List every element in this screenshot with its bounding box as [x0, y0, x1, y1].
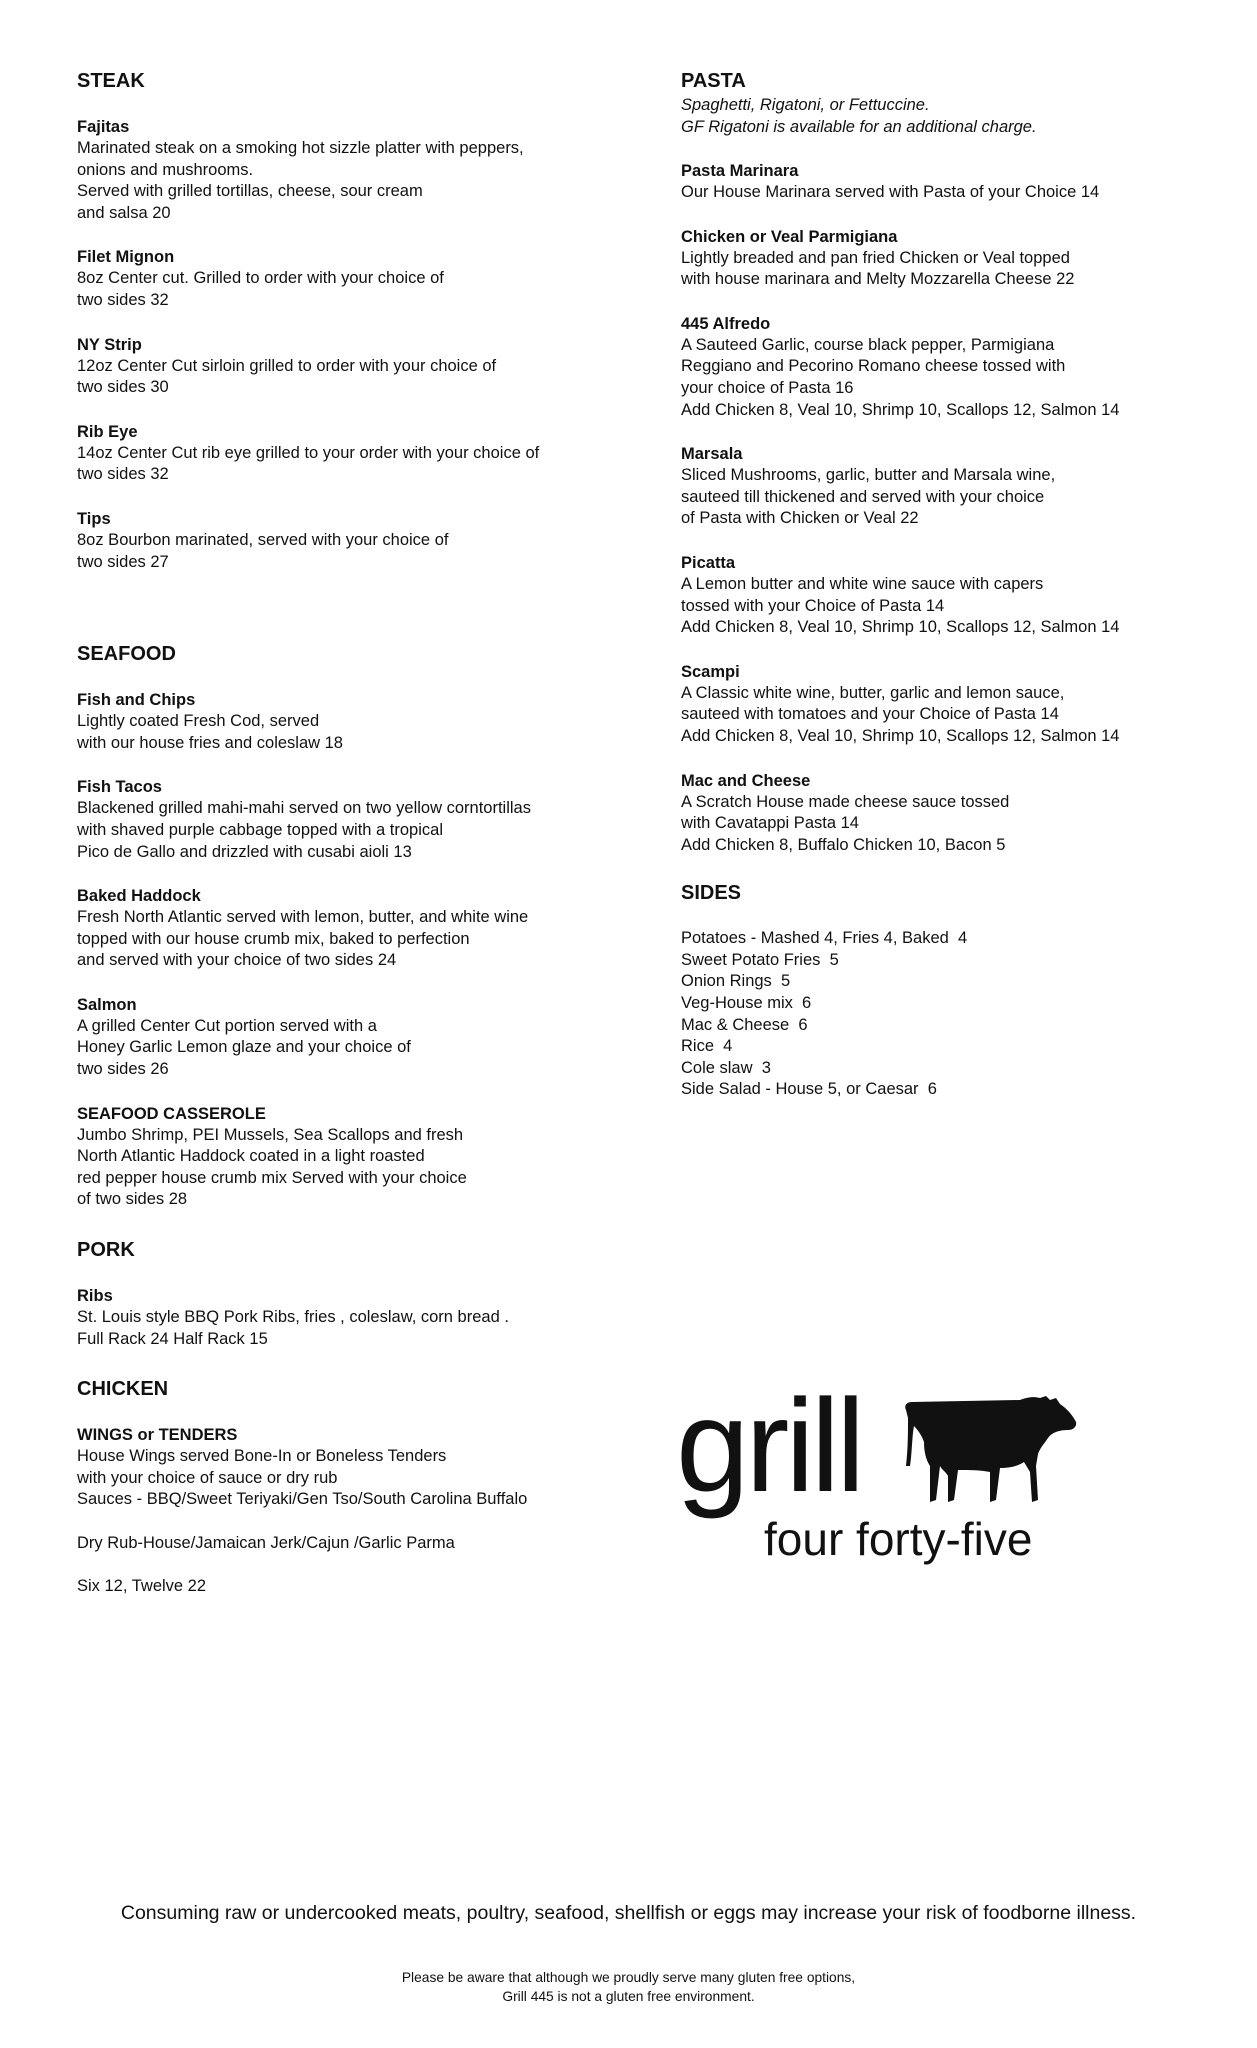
item-name: Picatta — [681, 553, 736, 572]
restaurant-logo — [676, 1372, 1096, 1572]
list-item: Mac & Cheese 6 — [681, 1015, 808, 1034]
list-item: Sweet Potato Fries 5 — [681, 950, 839, 969]
cow-icon — [900, 1396, 1078, 1508]
item-name: Fish Tacos — [77, 778, 162, 797]
item-name: Tips — [77, 509, 111, 528]
menu-item — [77, 334, 637, 399]
food-safety-disclaimer: Consuming raw or undercooked meats, poultry, seafood, shellfish or eggs may increase your risk of foodborne illness. — [120, 1902, 1137, 1924]
steak-section — [77, 68, 637, 573]
section-title-pasta: PASTA — [681, 70, 746, 92]
item-desc: Sliced Mushrooms, garlic, butter and Marsala wine, sauteed till thickened and served with your choice of Pasta with Chicken or Veal 22 — [681, 466, 1056, 528]
item-name: Baked Haddock — [77, 887, 201, 906]
left-column — [77, 68, 637, 1597]
list-item: Potatoes - Mashed 4, Fries 4, Baked 4 — [681, 929, 968, 948]
list-item: Rice 4 — [681, 1037, 733, 1056]
menu-item — [77, 508, 637, 573]
item-name: Chicken or Veal Parmigiana — [681, 227, 898, 246]
item-desc: Lightly breaded and pan fried Chicken or Veal topped with house marinara and Melty Mozzarella Cheese 22 — [681, 248, 1075, 289]
menu-item — [77, 689, 637, 754]
item-desc: A Scratch House made cheese sauce tossed with Cavatappi Pasta 14 Add Chicken 8, Buffalo Chicken 10, Bacon 5 — [681, 792, 1010, 854]
menu-item — [77, 1424, 637, 1597]
item-name: Pasta Marinara — [681, 162, 799, 180]
item-desc: 8oz Center cut. Grilled to order with your choice of two sides 32 — [77, 269, 444, 309]
seafood-section — [77, 641, 637, 1211]
menu-item — [77, 1285, 637, 1350]
menu-item — [77, 994, 637, 1081]
menu-item — [681, 661, 1201, 748]
item-name: Mac and Cheese — [681, 771, 811, 790]
item-desc: 14oz Center Cut rib eye grilled to your order with your choice of two sides 32 — [77, 443, 540, 484]
item-desc: 8oz Bourbon marinated, served with your choice of two sides 27 — [77, 530, 449, 571]
item-desc: A Lemon butter and white wine sauce with capers tossed with your Choice of Pasta 14 Add Chicken 8, Veal 10, Shrimp 10, Scallops 12, Salmon 14 — [681, 574, 1120, 637]
menu-item — [681, 313, 1201, 421]
list-item: Side Salad - House 5, or Caesar 6 — [681, 1080, 937, 1099]
item-name: WINGS or TENDERS — [77, 1426, 238, 1445]
logo-wordmark: grill — [676, 1372, 862, 1519]
item-desc: A Sauteed Garlic, course black pepper, Parmigiana Reggiano and Pecorino Romano cheese tossed with your choice of Pasta 16 Add Chicken 8, Veal 10, Shrimp 10, Scallops 12, Salmon 14 — [681, 335, 1120, 419]
section-title-sides: SIDES — [681, 882, 742, 905]
list-item: Onion Rings 5 — [681, 972, 791, 991]
item-desc: Fresh North Atlantic served with lemon, butter, and white wine topped with our house crumb mix, baked to perfection and served with your choice of two sides 24 — [77, 908, 529, 970]
item-desc: Marinated steak on a smoking hot sizzle platter with peppers, onions and mushrooms. Served with grilled tortillas, cheese, sour cream and salsa 20 — [77, 139, 524, 222]
pasta-subtitle: Spaghetti, Rigatoni, or Fettuccine. GF Rigatoni is available for an additional charge. — [681, 96, 1037, 136]
pork-section — [77, 1237, 637, 1350]
section-title-pork: PORK — [77, 1239, 135, 1262]
menu-item — [681, 770, 1201, 857]
logo-tagline: four forty-five — [764, 1513, 1033, 1565]
item-name: Fajitas — [77, 118, 130, 136]
menu-item — [681, 443, 1201, 530]
menu-item — [77, 1103, 637, 1211]
item-name: Salmon — [77, 995, 137, 1014]
section-title-steak: STEAK — [77, 70, 145, 92]
menu-item — [681, 552, 1201, 639]
item-desc: Jumbo Shrimp, PEI Mussels, Sea Scallops and fresh North Atlantic Haddock coated in a light roasted red pepper house crumb mix Served with your choice of two sides 28 — [77, 1125, 467, 1209]
item-desc: St. Louis style BBQ Pork Ribs, fries , coleslaw, corn bread . Full Rack 24 Half Rack 15 — [77, 1308, 509, 1348]
menu-item — [77, 246, 637, 311]
item-name: Scampi — [681, 662, 740, 681]
item-name: NY Strip — [77, 335, 142, 354]
item-desc: A Classic white wine, butter, garlic and lemon sauce, sauteed with tomatoes and your Choice of Pasta 14 Add Chicken 8, Veal 10, Shrimp 10, Scallops 12, Salmon 14 — [681, 683, 1120, 745]
menu-item — [77, 885, 637, 972]
item-name: Rib Eye — [77, 422, 138, 441]
item-name: Filet Mignon — [77, 248, 175, 267]
chicken-section — [77, 1376, 637, 1597]
menu-item — [681, 160, 1201, 204]
item-desc: Blackened grilled mahi-mahi served on two yellow corntortillas with shaved purple cabbage topped with a tropical Pico de Gallo and drizzled with cusabi aioli 13 — [77, 799, 531, 861]
section-title-seafood: SEAFOOD — [77, 643, 176, 666]
pasta-section — [681, 68, 1201, 856]
item-name: Marsala — [681, 445, 743, 464]
menu-item — [77, 116, 637, 224]
menu-item — [77, 776, 637, 863]
item-desc: Lightly coated Fresh Cod, served with our house fries and coleslaw 18 — [77, 712, 343, 752]
section-title-chicken: CHICKEN — [77, 1378, 169, 1401]
gluten-free-note: Please be aware that although we proudly serve many gluten free options, Grill 445 is not a gluten free environment. — [401, 1970, 856, 2004]
item-name: Fish and Chips — [77, 691, 196, 710]
item-desc: 12oz Center Cut sirloin grilled to order with your choice of two sides 30 — [77, 356, 497, 397]
item-desc: A grilled Center Cut portion served with a Honey Garlic Lemon glaze and your choice of two sides 26 — [77, 1016, 411, 1079]
item-name: SEAFOOD CASSEROLE — [77, 1104, 266, 1123]
sides-section — [681, 880, 1201, 1101]
item-name: Ribs — [77, 1287, 113, 1306]
sides-list — [681, 928, 1201, 1101]
item-desc: House Wings served Bone-In or Boneless Tenders with your choice of sauce or dry rub Sauces - BBQ/Sweet Teriyaki/Gen Tso/South Carolina Buffalo Dry Rub-House/Jamaican Jerk/Cajun /Garlic Parma Six 12, Twelve 22 — [77, 1447, 528, 1595]
item-desc: Our House Marinara served with Pasta of your Choice 14 — [681, 183, 1100, 201]
menu-item — [77, 421, 637, 486]
list-item: Cole slaw 3 — [681, 1058, 771, 1077]
right-column — [681, 68, 1201, 1101]
item-name: 445 Alfredo — [681, 314, 771, 333]
menu-item — [681, 226, 1201, 291]
list-item: Veg-House mix 6 — [681, 994, 812, 1013]
